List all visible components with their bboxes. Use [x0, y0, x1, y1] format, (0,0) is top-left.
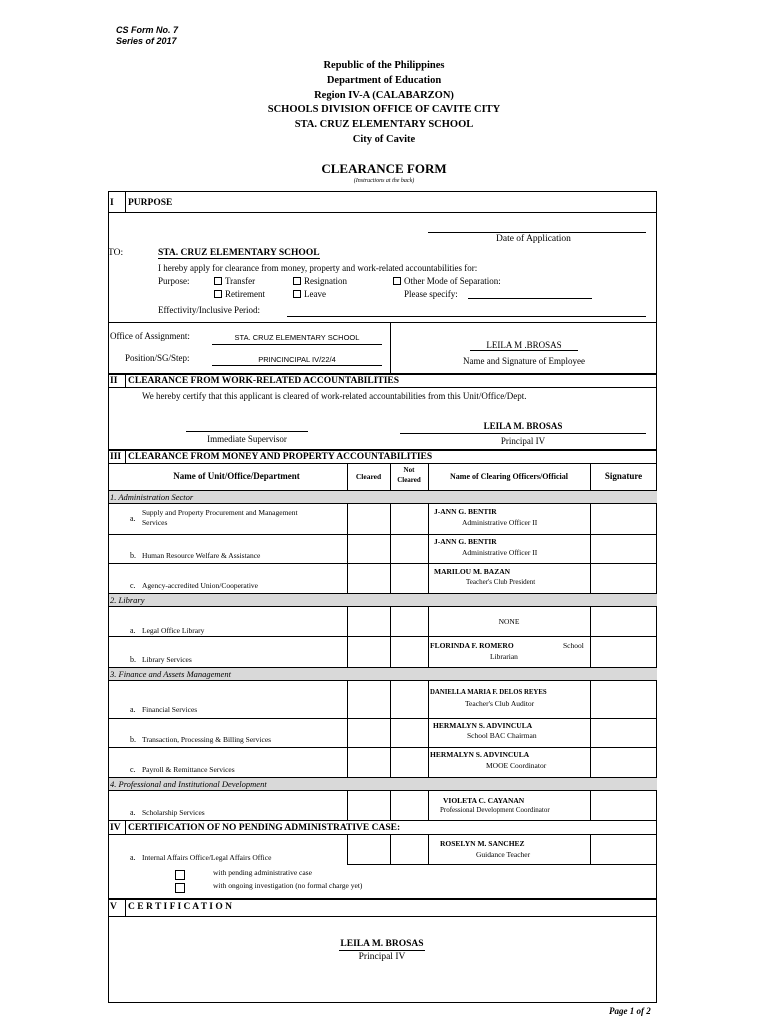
divider	[590, 834, 591, 864]
group-administration: 1. Administration Sector	[110, 492, 194, 502]
officer-name: DANIELLA MARIA F. DELOS REYES	[430, 689, 547, 696]
divider	[428, 834, 429, 864]
pending-case-label: with pending administrative case	[213, 868, 312, 877]
form-series: Series of 2017	[116, 36, 177, 46]
officer-title: Teacher's Club President	[466, 578, 536, 586]
divider	[108, 834, 657, 835]
investigation-label: with ongoing investigation (no formal charge yet)	[213, 881, 363, 890]
effectivity-line[interactable]	[287, 316, 646, 317]
divider	[390, 322, 391, 373]
position-value: PRINCINCIPAL IV/22/4	[258, 355, 336, 364]
group-library: 2. Library	[110, 595, 145, 605]
section-i-title: PURPOSE	[128, 198, 173, 208]
divider	[590, 503, 591, 593]
to-label: TO:	[108, 248, 124, 258]
section-iii-num: III	[110, 452, 122, 462]
divider	[428, 790, 429, 820]
section-v-title: C E R T I F I C A T I O N	[128, 902, 233, 912]
row-letter: b.	[130, 551, 136, 560]
row-letter: b.	[130, 735, 136, 744]
supervisor-line[interactable]	[186, 431, 308, 432]
group-professional: 4. Professional and Institutional Development	[110, 779, 267, 789]
checkbox-icon[interactable]	[293, 290, 301, 298]
group-band	[109, 593, 657, 606]
effectivity-label: Effectivity/Inclusive Period:	[158, 305, 261, 315]
divider	[108, 449, 657, 451]
checkbox-icon[interactable]	[214, 277, 222, 285]
divider	[108, 503, 657, 504]
officer-title: School BAC Chairman	[467, 731, 537, 740]
col-header-not-cleared: Cleared	[397, 476, 421, 484]
officer-title: MOOE Coordinator	[486, 761, 547, 770]
divider	[108, 777, 657, 778]
row-letter: a.	[130, 626, 136, 635]
section-iv-num: IV	[110, 823, 121, 833]
divider	[108, 820, 657, 821]
purpose-label: Purpose:	[158, 276, 190, 286]
divider	[108, 747, 657, 748]
divider	[108, 680, 657, 681]
officer-title: Administrative Officer II	[462, 518, 538, 527]
retirement-label: Retirement	[225, 289, 265, 299]
divider	[125, 449, 126, 463]
divider	[390, 790, 391, 820]
divider	[390, 834, 391, 864]
header-region: Region IV-A (CALABARZON)	[314, 90, 454, 101]
divider	[108, 898, 657, 900]
row-letter: b.	[130, 655, 136, 664]
section-ii-signer-title: Principal IV	[500, 436, 546, 446]
header-department: Department of Education	[326, 75, 442, 86]
officer-title: Guidance Teacher	[476, 850, 531, 859]
divider	[125, 898, 126, 916]
retirement-option[interactable]	[214, 289, 265, 299]
divider	[108, 790, 657, 791]
officer-name: HERMALYN S. ADVINCULA	[430, 750, 530, 759]
unit-name: Agency-accredited Union/Cooperative	[142, 581, 258, 590]
divider	[428, 606, 429, 667]
divider	[108, 387, 657, 388]
section-i-num: I	[110, 198, 114, 208]
form-title: CLEARANCE FORM	[321, 161, 447, 176]
divider	[390, 680, 391, 777]
divider	[347, 834, 348, 864]
divider	[428, 680, 429, 777]
other-mode-label: Other Mode of Separation:	[404, 276, 501, 286]
unit-name: Internal Affairs Office/Legal Affairs Office	[142, 853, 272, 862]
officer-title: Librarian	[490, 652, 518, 661]
header-school: STA. CRUZ ELEMENTARY SCHOOL	[294, 119, 474, 130]
divider	[125, 373, 126, 387]
divider	[108, 667, 657, 668]
divider	[347, 864, 657, 865]
section-v-num: V	[110, 902, 117, 912]
divider	[347, 790, 348, 820]
divider	[108, 916, 657, 917]
divider	[590, 790, 591, 820]
divider	[428, 503, 429, 593]
header-city: City of Cavite	[352, 134, 416, 145]
row-letter: c.	[130, 765, 136, 774]
divider	[108, 463, 657, 464]
divider	[390, 606, 391, 667]
certify-statement: We hereby certify that this applicant is cleared of work-related accountabilities from this Unit/Office/Dept.	[142, 391, 527, 401]
divider	[108, 373, 657, 375]
checkbox-icon[interactable]	[214, 290, 222, 298]
to-school: STA. CRUZ ELEMENTARY SCHOOL	[158, 248, 320, 258]
signer-line	[339, 950, 425, 951]
officer-name: FLORINDA F. ROMERO	[430, 641, 514, 650]
form-number: CS Form No. 7	[116, 25, 179, 35]
row-letter: a.	[130, 705, 136, 714]
officer-title: Administrative Officer II	[462, 548, 538, 557]
signer-line	[400, 433, 646, 434]
divider	[347, 606, 348, 667]
divider	[347, 680, 348, 777]
row-letter: c.	[130, 581, 136, 590]
position-line	[212, 365, 382, 366]
row-letter: a.	[130, 808, 136, 817]
col-header-signature: Signature	[604, 471, 643, 481]
col-header-unit: Name of Unit/Office/Department	[173, 471, 300, 481]
unit-name: Financial Services	[142, 705, 198, 714]
instructions-note: (Instructions at the back)	[353, 178, 415, 184]
date-line[interactable]	[428, 232, 646, 233]
checkbox-icon[interactable]	[293, 277, 301, 285]
resignation-label: Resignation	[304, 276, 347, 286]
office-of-assignment-value: STA. CRUZ ELEMENTARY SCHOOL	[234, 333, 360, 342]
divider	[390, 503, 391, 593]
investigation-checkbox[interactable]	[175, 883, 185, 893]
unit-name: Legal Office Library	[142, 626, 205, 635]
divider	[590, 680, 591, 777]
resignation-option[interactable]	[293, 276, 347, 286]
employee-name: LEILA M .BROSAS	[470, 340, 578, 351]
header-republic: Republic of the Philippines	[323, 60, 445, 71]
leave-label: Leave	[304, 289, 326, 299]
unit-name: Payroll & Remittance Services	[142, 765, 235, 774]
please-specify-line[interactable]	[468, 298, 592, 299]
divider	[108, 593, 657, 594]
divider	[108, 606, 657, 607]
col-header-officer: Name of Clearing Officers/Official	[450, 472, 568, 481]
other-mode-option[interactable]	[393, 276, 501, 286]
row-letter: a.	[130, 853, 136, 862]
officer-title: Teacher's Club Auditor	[465, 699, 535, 708]
unit-name: Supply and Property Procurement and Management	[142, 508, 298, 517]
supervisor-caption: Immediate Supervisor	[207, 434, 287, 444]
please-specify-label: Please specify:	[404, 289, 458, 299]
checkbox-icon[interactable]	[393, 277, 401, 285]
transfer-option[interactable]	[214, 276, 255, 286]
section-v-signer-title: Principal IV	[358, 952, 406, 962]
section-ii-title: CLEARANCE FROM WORK-RELATED ACCOUNTABILITIES	[128, 376, 400, 386]
divider	[108, 718, 657, 719]
col-header-not: Not	[403, 466, 415, 474]
leave-option[interactable]	[293, 289, 326, 299]
divider	[347, 503, 348, 593]
row-letter: a.	[130, 514, 136, 523]
officer-title: Professional Development Coordinator	[440, 806, 550, 814]
date-of-application-label: Date of Application	[496, 234, 571, 244]
unit-name: Human Resource Welfare & Assistance	[142, 551, 261, 560]
officer-name: J-ANN G. BENTIR	[434, 507, 497, 516]
pending-case-checkbox[interactable]	[175, 870, 185, 880]
unit-name-cont: Services	[142, 518, 168, 527]
unit-name: Scholarship Services	[142, 808, 205, 817]
header-division: SCHOOLS DIVISION OFFICE OF CAVITE CITY	[267, 104, 501, 115]
apply-statement: I hereby apply for clearance from money, property and work-related accountabilities for:	[158, 263, 478, 273]
unit-name: Library Services	[142, 655, 192, 664]
officer-name: VIOLETA C. CAYANAN	[443, 796, 525, 805]
divider	[108, 490, 657, 491]
officer-name: MARILOU M. BAZAN	[434, 567, 511, 576]
divider	[125, 820, 126, 834]
section-v-signer-name: LEILA M. BROSAS	[340, 939, 424, 949]
transfer-label: Transfer	[225, 276, 256, 286]
divider	[125, 191, 126, 212]
officer-name: ROSELYN M. SANCHEZ	[440, 839, 525, 848]
divider	[108, 534, 657, 535]
col-header-cleared: Cleared	[355, 472, 382, 481]
officer-name: HERMALYN S. ADVINCULA	[433, 721, 533, 730]
officer-name: J-ANN G. BENTIR	[434, 537, 497, 546]
divider	[108, 636, 657, 637]
divider	[108, 322, 657, 323]
divider	[108, 212, 657, 213]
office-line	[212, 344, 382, 345]
group-finance: 3. Finance and Assets Management	[110, 669, 231, 679]
officer-name: NONE	[498, 617, 520, 626]
position-label: Position/SG/Step:	[125, 353, 190, 363]
section-ii-signer-name: LEILA M. BROSAS	[483, 421, 563, 431]
unit-name: Transaction, Processing & Billing Services	[142, 735, 272, 744]
divider	[590, 606, 591, 667]
section-ii-num: II	[110, 376, 118, 386]
officer-title-part: School	[563, 641, 584, 650]
page-number: Page 1 of 2	[609, 1006, 651, 1016]
section-iv-title: CERTIFICATION OF NO PENDING ADMINISTRATIVE CASE:	[128, 823, 401, 833]
employee-caption: Name and Signature of Employee	[463, 356, 585, 366]
office-of-assignment-label: Office of Assignment:	[110, 331, 190, 341]
section-iii-title: CLEARANCE FROM MONEY AND PROPERTY ACCOUNTABILITIES	[128, 452, 433, 462]
divider	[108, 563, 657, 564]
